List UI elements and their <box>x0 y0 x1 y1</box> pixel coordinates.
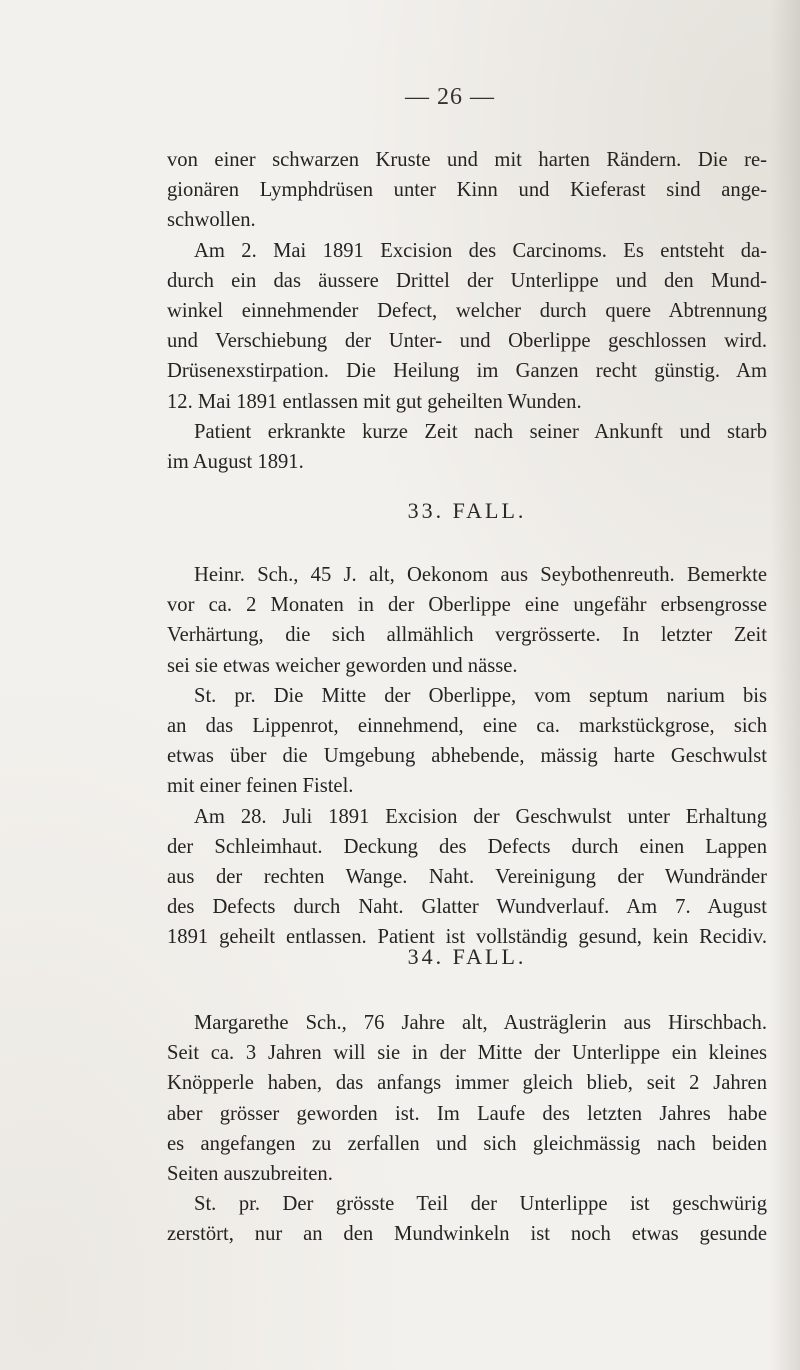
text-line: St. pr. Der grösste Teil der Unterlippe ist geschwürig <box>194 1193 767 1216</box>
text-line: mit einer feinen Fistel. <box>167 775 354 798</box>
paragraph-block-2 <box>167 560 767 952</box>
paragraph-block-1 <box>167 145 767 477</box>
text-line: Knöpperle haben, das anfangs immer gleich blieb, seit 2 Jahren <box>167 1072 767 1095</box>
text-line: zerstört, nur an den Mundwinkeln ist noch etwas gesunde <box>167 1223 767 1246</box>
text-line: winkel einnehmender Defect, welcher durch quere Abtrennung <box>167 299 767 322</box>
text-line: des Defects durch Naht. Glatter Wundverlauf. Am 7. August <box>167 896 767 919</box>
text-line: der Schleimhaut. Deckung des Defects durch einen Lappen <box>167 835 767 858</box>
text-line: und Verschiebung der Unter- und Oberlippe geschlossen wird. <box>167 330 767 353</box>
text-line: an das Lippenrot, einnehmend, eine ca. markstückgrose, sich <box>167 714 767 737</box>
text-line: Patient erkrankte kurze Zeit nach seiner Ankunft und starb <box>194 420 767 443</box>
text-line: Am 28. Juli 1891 Excision der Geschwulst unter Erhaltung <box>194 805 767 828</box>
text-line: vor ca. 2 Monaten in der Oberlippe eine ungefähr erbsengrosse <box>167 594 767 617</box>
paragraph-block-3 <box>167 1008 767 1250</box>
case-heading-34: 34. FALL. <box>407 944 527 969</box>
text-line: etwas über die Umgebung abhebende, mässig harte Geschwulst <box>167 745 767 768</box>
page-number: — 26 — <box>405 84 495 110</box>
text-line: Seit ca. 3 Jahren will sie in der Mitte der Unterlippe ein kleines <box>167 1042 767 1065</box>
text-line: Margarethe Sch., 76 Jahre alt, Austräglerin aus Hirschbach. <box>194 1012 767 1034</box>
text-line: 12. Mai 1891 entlassen mit gut geheilten Wunden. <box>167 390 582 413</box>
text-line: Drüsenexstirpation. Die Heilung im Ganzen recht günstig. Am <box>167 360 767 383</box>
text-line: St. pr. Die Mitte der Oberlippe, vom septum narium bis <box>194 684 767 707</box>
text-line: Heinr. Sch., 45 J. alt, Oekonom aus Seybothenreuth. Bemerkte <box>194 564 767 586</box>
text-line: von einer schwarzen Kruste und mit harten Rändern. Die re- <box>167 149 767 171</box>
text-line: durch ein das äussere Drittel der Unterlippe und den Mund- <box>167 269 767 292</box>
text-line: sei sie etwas weicher geworden und nässe. <box>167 654 518 677</box>
page-edge-shadow <box>770 0 800 1370</box>
text-line: es angefangen zu zerfallen und sich gleichmässig nach beiden <box>167 1132 767 1155</box>
text-line: aber grösser geworden ist. Im Laufe des letzten Jahres habe <box>167 1102 767 1125</box>
text-line: Seiten auszubreiten. <box>167 1162 333 1185</box>
text-line: 1891 geheilt entlassen. Patient ist vollständig gesund, kein Recidiv. <box>167 926 767 949</box>
text-line: aus der rechten Wange. Naht. Vereinigung der Wundränder <box>167 865 767 888</box>
case-heading-33: 33. FALL. <box>407 498 527 523</box>
text-line: Am 2. Mai 1891 Excision des Carcinoms. Es entsteht da- <box>194 239 767 262</box>
text-line: Verhärtung, die sich allmählich vergrösserte. In letzter Zeit <box>167 624 767 647</box>
text-line: im August 1891. <box>167 450 304 473</box>
text-line: gionären Lymphdrüsen unter Kinn und Kieferast sind ange- <box>167 179 767 202</box>
text-line: schwollen. <box>167 209 256 232</box>
